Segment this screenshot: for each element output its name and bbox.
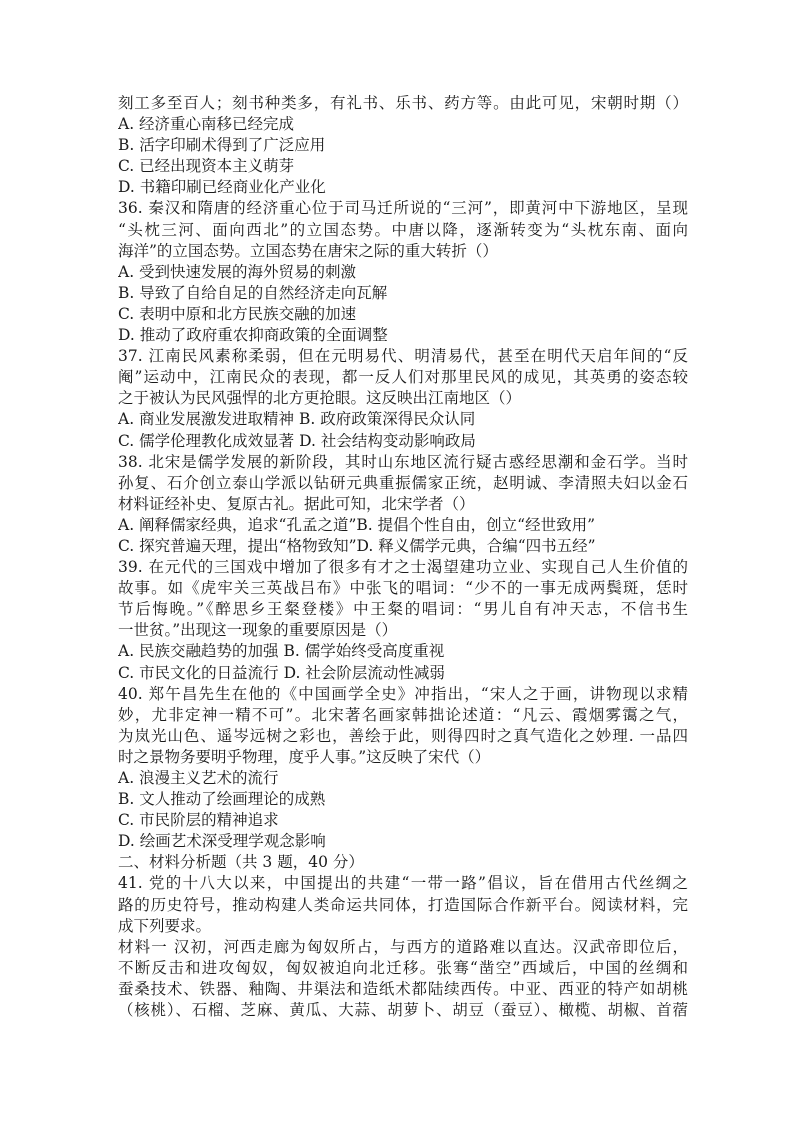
document-page (118, 93, 688, 1021)
text-line: 节后悔晚。”《醉思乡王粲登楼》中王粲的唱词：“男儿自有冲天志，不信书生 (118, 600, 688, 619)
text-line: 一世贫。”出现这一现象的重要原因是（） (118, 621, 398, 640)
text-line: 时之景物务要明乎物理，度乎人事。”这反映了宋代（） (118, 747, 491, 766)
text-line: B. 文人推动了绘画理论的成熟 (118, 790, 326, 809)
text-line: （核桃）、石榴、芝麻、黄瓜、大蒜、胡萝卜、胡豆（蚕豆）、橄榄、胡椒、首蓿 (118, 1001, 688, 1020)
text-line: D. 书籍印刷已经商业化产业化 (118, 178, 326, 197)
text-line: C. 探究普遍天理，提出“格物致知”D. 释义儒学元典，合编“四书五经” (118, 536, 596, 555)
text-line: C. 市民阶层的精神追求 (118, 811, 279, 830)
text-line: 路的历史符号，推动构建人类命运共同体，打造国际合作新平台。阅读材料，完 (118, 895, 688, 914)
text-line: 41. 党的十八大以来，中国提出的共建“一带一路”倡议，旨在借用古代丝绸之 (118, 874, 688, 893)
text-line: 孙复、石介创立泰山学派以钻研元典重振儒家正统，赵明诚、李清照夫妇以金石 (118, 473, 688, 492)
text-line: 海洋”的立国态势。立国态势在唐宋之际的重大转折（） (118, 241, 498, 260)
text-line: 故事。如《虎牢关三英战吕布》中张飞的唱词：“少不的一事无成两鬓斑，恁时 (118, 579, 688, 598)
text-line: 妙，尤非定神一精不可”。北宋著名画家韩拙论述道：“凡云、霞烟雾霭之气， (118, 705, 688, 724)
text-line: B. 活字印刷术得到了广泛应用 (118, 136, 326, 155)
text-line: 之于被认为民风强悍的北方更抢眼。这反映出江南地区（） (118, 389, 522, 408)
text-line: 材料一 汉初，河西走廊为匈奴所占，与西方的道路难以直达。汉武帝即位后， (118, 937, 688, 956)
text-line: 不断反击和进攻匈奴，匈奴被迫向北迁移。张骞“凿空”西域后，中国的丝绸和 (118, 958, 688, 977)
text-line: A. 经济重心南移已经完成 (118, 115, 295, 134)
text-line: A. 阐释儒家经典，追求“孔孟之道”B. 提倡个性自由，创立“经世致用” (118, 515, 595, 534)
text-line: 成下列要求。 (118, 916, 212, 935)
text-line: 刻工多至百人；刻书种类多，有礼书、乐书、药方等。由此可见，宋朝时期（） (118, 94, 688, 112)
text-line: 40. 郑午昌先生在他的《中国画学全史》冲指出，“宋人之于画，讲物现以求精 (118, 684, 688, 703)
text-line: 36. 秦汉和隋唐的经济重心位于司马迁所说的“三河”，即黄河中下游地区，呈现 (118, 199, 688, 218)
text-line: 39. 在元代的三国戏中增加了很多有才之士渴望建功立业、实现自己人生价值的 (118, 558, 688, 577)
text-line: 材料证经补史、复原古礼。据此可知，北宋学者（） (118, 494, 475, 513)
text-line: “头枕三河、面向西北”的立国态势。中唐以降，逐渐转变为“头枕东南、面向 (118, 220, 688, 239)
text-line: A. 受到快速发展的海外贸易的刺激 (118, 262, 357, 281)
text-line: D. 推动了政府重农抑商政策的全面调整 (118, 326, 388, 345)
text-line: A. 民族交融趋势的加强 B. 儒学始终受高度重视 (118, 642, 445, 661)
text-line: 37. 江南民风素称柔弱，但在元明易代、明清易代，甚至在明代天启年间的“反 (118, 347, 688, 366)
text-line: B. 导致了自给自足的自然经济走向瓦解 (118, 283, 388, 302)
text-line: A. 浪漫主义艺术的流行 (118, 769, 279, 787)
text-line: A. 商业发展激发进取精神 B. 政府政策深得民众认同 (118, 410, 476, 429)
text-line: D. 绘画艺术深受理学观念影响 (118, 832, 326, 851)
text-line: 为岚光山色、遥岑远树之彩也，善绘于此，则得四时之真气造化之妙理. 一品四 (118, 726, 688, 745)
text-line: C. 市民文化的日益流行 D. 社会阶层流动性减弱 (118, 663, 445, 682)
text-line: 38. 北宋是儒学发展的新阶段，其时山东地区流行疑古惑经思潮和金石学。当时 (118, 452, 688, 471)
text-line: C. 表明中原和北方民族交融的加速 (118, 304, 357, 323)
text-line: 蚕桑技术、铁器、釉陶、井渠法和造纸术都陆续西传。中亚、西亚的特产如胡桃 (118, 979, 688, 998)
text-line: 二、材料分析题（共 3 题，40 分） (118, 853, 364, 872)
text-line: C. 已经出现资本主义萌芽 (118, 157, 295, 176)
text-line: 阉”运动中，江南民众的表现，都一反人们对那里民风的成见，其英勇的姿态较 (118, 368, 688, 387)
text-line: C. 儒学伦理教化成效显著 D. 社会结构变动影响政局 (118, 431, 476, 450)
